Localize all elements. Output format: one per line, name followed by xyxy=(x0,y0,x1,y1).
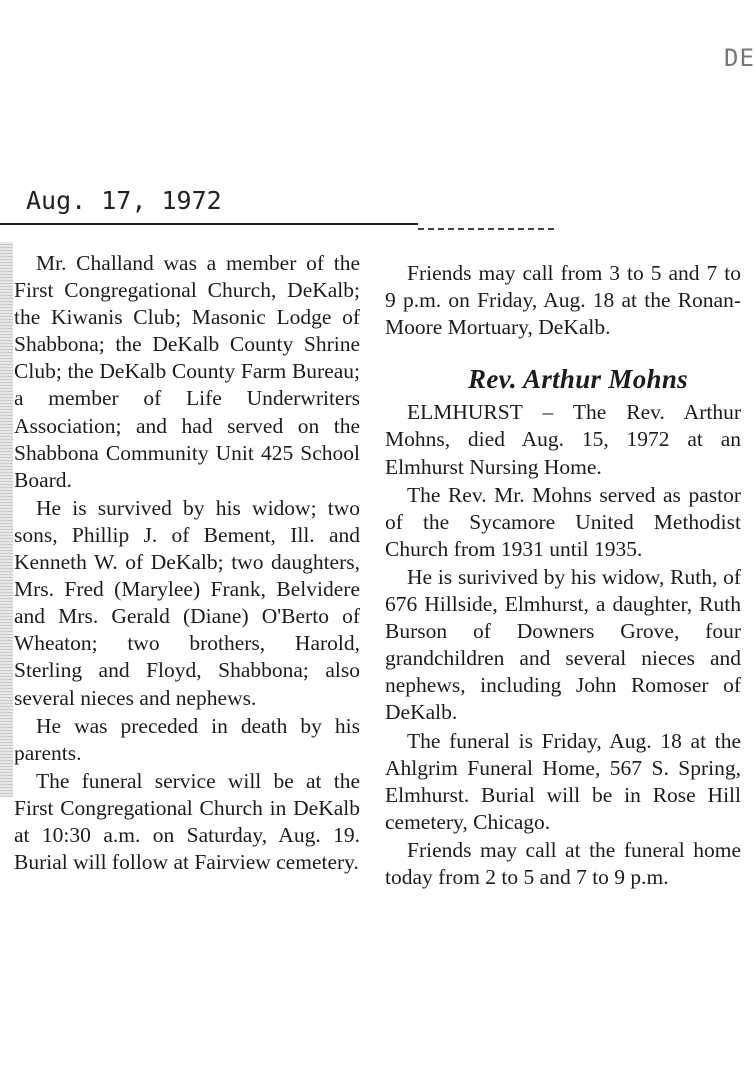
obituary-paragraph: The funeral is Friday, Aug. 18 at the Ahlgrim Funeral Home, 567 S. Spring, Elmhurst. Burial will be in Rose Hill cemetery, Chicago. xyxy=(385,728,741,834)
obituary-paragraph: Friends may call at the funeral home today from 2 to 5 and 7 to 9 p.m. xyxy=(385,837,741,889)
obituary-paragraph: ELMHURST – The Rev. Arthur Mohns, died Aug. 15, 1972 at an Elmhurst Nursing Home. xyxy=(385,400,741,479)
obituary-heading: Rev. Arthur Mohns xyxy=(468,364,688,395)
header-rule-dashed xyxy=(418,228,554,230)
obituary-paragraph: He was preceded in death by his parents. xyxy=(14,713,360,765)
header-rule xyxy=(0,223,418,225)
obituary-paragraph: The Rev. Mr. Mohns served as pastor of the Sycamore United Methodist Church from 1931 until 1935. xyxy=(385,482,741,561)
corner-stamp-text: DE xyxy=(724,44,755,72)
scan-edge-shadow xyxy=(0,242,13,797)
visitation-paragraph: Friends may call from 3 to 5 and 7 to 9 p.m. on Friday, Aug. 18 at the Ronan-Moore Mortuary, DeKalb. xyxy=(385,261,741,340)
dateline: Aug. 17, 1972 xyxy=(26,186,222,215)
left-column xyxy=(14,250,360,877)
obituary-paragraph: The funeral service will be at the First Congregational Church in DeKalb at 10:30 a.m. on Saturday, Aug. 19. Burial will follow at Fairview cemetery. xyxy=(14,768,360,875)
obituary-paragraph: He is surivived by his widow, Ruth, of 676 Hillside, Elmhurst, a daughter, Ruth Burson of Downers Grove, four grandchildren and several nieces and nephews, including John Romoser of DeKalb. xyxy=(385,564,741,725)
obituary-paragraph: Mr. Challand was a member of the First Congregational Church, DeKalb; the Kiwanis Club; Masonic Lodge of Shabbona; the DeKalb County Shrine Club; the DeKalb County Farm Bureau; a member of Life Underwriters Association; and had served on the Shabbona Community Unit 425 School Board. xyxy=(14,251,360,492)
obituary-paragraph: He is survived by his widow; two sons, Phillip J. of Bement, Ill. and Kenneth W. of DeKalb; two daughters, Mrs. Fred (Marylee) Frank, Belvidere and Mrs. Gerald (Diane) O'Berto of Wheaton; two brothers, Harold, Sterling and Floyd, Shabbona; also several nieces and nephews. xyxy=(14,495,360,710)
right-column xyxy=(385,260,741,892)
